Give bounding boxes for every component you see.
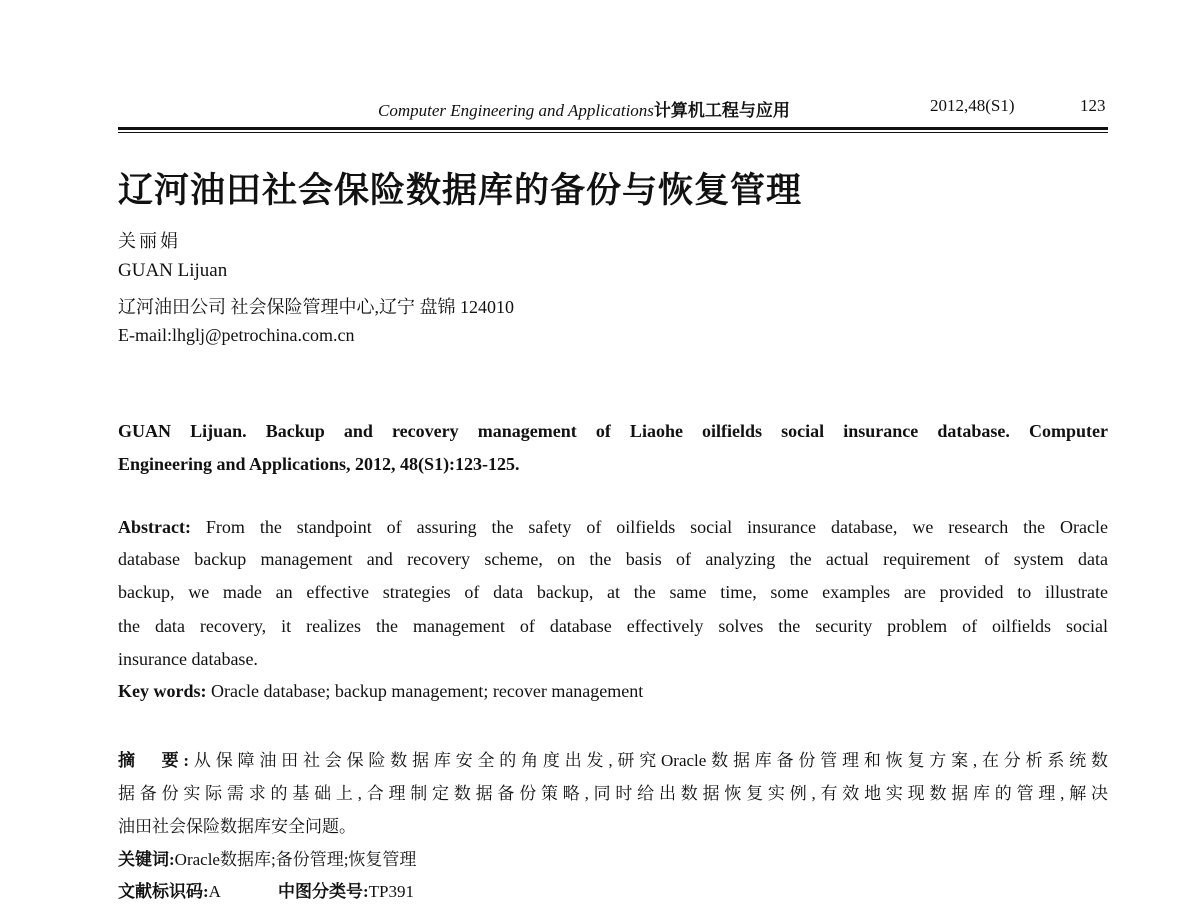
author-en: GUAN Lijuan [118, 260, 228, 281]
abstract-line: insurance database. [118, 649, 258, 669]
journal-cn: 计算机工程与应用 [653, 101, 790, 120]
doc-code: 文献标识码:A [118, 882, 221, 901]
abstract-line: backup, we made an effective strategies of data backup, at the same time, some examples are provided to illustrate [118, 582, 1108, 602]
header-rule [118, 127, 1108, 130]
abstract-cn-line: 据备份实际需求的基础上,合理制定数据备份策略,同时给出数据恢复实例,有效地实现数据库的管理,解决 [118, 784, 1108, 803]
abstract-line: database backup management and recovery scheme, on the basis of analyzing the actual requirement of system data [118, 549, 1108, 569]
abstract-line: Abstract: From the standpoint of assuring the safety of oilfields social insurance database, we research the Oracle [118, 517, 1109, 537]
paper-title: 辽河油田社会保险数据库的备份与恢复管理 [118, 171, 803, 210]
keywords-label: Key words: [118, 681, 207, 701]
abstract-cn-line: 摘 要:从保障油田社会保险数据库安全的角度出发,研究Oracle数据库备份管理和恢复方案,在分析系统数 [118, 751, 1109, 770]
email: E-mail:lhglj@petrochina.com.cn [118, 325, 355, 345]
affiliation: 辽河油田公司 社会保险管理中心,辽宁 盘锦 124010 [118, 297, 514, 317]
journal-name [378, 96, 790, 121]
journal-en: Computer Engineering and Applications [378, 101, 654, 120]
header-rule-thin [118, 132, 1108, 133]
page-number: 123 [1080, 96, 1106, 115]
keywords-cn: 关键词:Oracle数据库;备份管理;恢复管理 [118, 850, 417, 869]
keywords-cn-label: 关键词: [118, 850, 175, 869]
issue: 2012,48(S1) [930, 96, 1015, 115]
abstract-label: Abstract: [118, 517, 191, 537]
clc-code: 中图分类号:TP391 [278, 882, 415, 901]
author-cn: 关丽娟 [118, 231, 181, 251]
abstract-cn-line: 油田社会保险数据库安全问题。 [118, 817, 356, 836]
abstract-cn-label: 摘 要: [118, 751, 190, 770]
citation-line: GUAN Lijuan. Backup and recovery management of Liaohe oilfields social insurance database. Computer [118, 421, 1108, 441]
citation-line: Engineering and Applications, 2012, 48(S1):123-125. [118, 454, 520, 474]
abstract-line: the data recovery, it realizes the management of database effectively solves the security problem of oilfields social [118, 616, 1108, 636]
keywords-en: Key words: Oracle database; backup management; recover management [118, 681, 644, 701]
